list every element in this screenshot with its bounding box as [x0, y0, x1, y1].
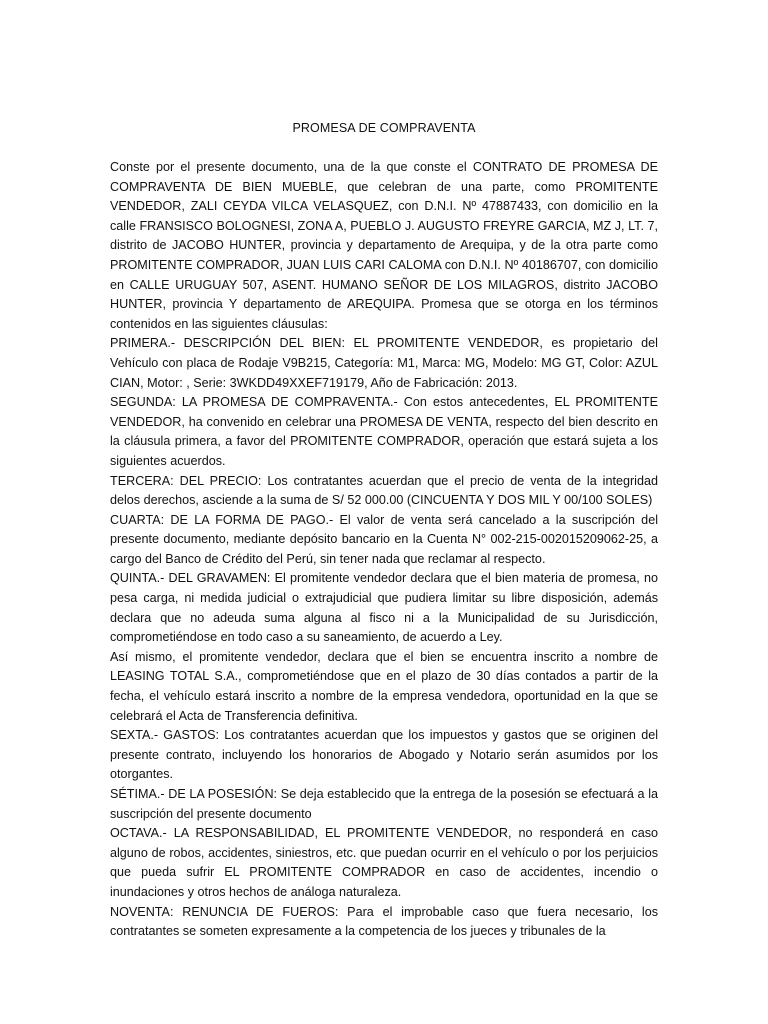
clause-quinta: QUINTA.- DEL GRAVAMEN: El promitente vendedor declara que el bien materia de promesa, no pesa carga, ni medida judicial o extrajudicial que pudiera limitar su libre disposición, además declara que no adeuda suma alguna al fisco ni a la Municipalidad de su Jurisdicción, comprometiéndose en todo caso a su saneamiento, de acuerdo a Ley. [110, 571, 658, 645]
clause-primera: PRIMERA.- DESCRIPCIÓN DEL BIEN: EL PROMITENTE VENDEDOR, es propietario del Vehículo con placa de Rodaje V9B215, Categoría: M1, Marca: MG, Modelo: MG GT, Color: AZUL CIAN, Motor: , Serie: 3WKDD49XXEF719179, Año de Fabricación: 2013. [110, 336, 658, 390]
clause-sexta: SEXTA.- GASTOS: Los contratantes acuerdan que los impuestos y gastos que se originen del presente contrato, incluyendo los honorarios de Abogado y Notario serán asumidos por los otorgantes. [110, 728, 658, 782]
document-title: PROMESA DE COMPRAVENTA [292, 121, 476, 135]
clause-setima: SÉTIMA.- DE LA POSESIÓN: Se deja establecido que la entrega de la posesión se efectuará a la suscripción del presente documento [110, 787, 658, 821]
clause-quinta-continued: Así mismo, el promitente vendedor, declara que el bien se encuentra inscrito a nombre de LEASING TOTAL S.A., comprometiéndose que en el plazo de 30 días contados a partir de la fecha, el vehículo estará inscrito a nombre de la empresa vendedora, oportunidad en la que se celebrará el Acta de Transferencia definitiva. [110, 649, 658, 723]
clause-noventa: NOVENTA: RENUNCIA DE FUEROS: Para el improbable caso que fuera necesario, los contratantes se someten expresamente a la competencia de los jueces y tribunales de la [110, 904, 658, 939]
document-body [110, 158, 658, 942]
clause-tercera: TERCERA: DEL PRECIO: Los contratantes acuerdan que el precio de venta de la integridad delos derechos, asciende a la suma de S/ 52 000.00 (CINCUENTA Y DOS MIL Y 00/100 SOLES) [110, 473, 658, 508]
intro-paragraph: Conste por el presente documento, una de la que conste el CONTRATO DE PROMESA DE COMPRAVENTA DE BIEN MUEBLE, que celebran de una parte, como PROMITENTE VENDEDOR, ZALI CEYDA VILCA VELASQUEZ, con D.N.I. Nº 47887433, con domicilio en la calle FRANSISCO BOLOGNESI, ZONA A, PUEBLO J. AUGUSTO FREYRE GARCIA, MZ J, LT. 7, distrito de JACOBO HUNTER, provincia y departamento de Arequipa, y de la otra parte como PROMITENTE COMPRADOR, JUAN LUIS CARI CALOMA con D.N.I. Nº 40186707, con domicilio en CALLE URUGUAY 507, ASENT. HUMANO SEÑOR DE LOS MILAGROS, distrito JACOBO HUNTER, provincia Y departamento de AREQUIPA. Promesa que se otorga en los términos contenidos en las siguientes cláusulas: [110, 160, 658, 331]
clause-cuarta: CUARTA: DE LA FORMA DE PAGO.- El valor de venta será cancelado a la suscripción del presente documento, mediante depósito bancario en la Cuenta N° 002-215-002015209062-25, a cargo del Banco de Crédito del Perú, sin tener nada que reclamar al respecto. [110, 512, 658, 566]
clause-segunda: SEGUNDA: LA PROMESA DE COMPRAVENTA.- Con estos antecedentes, EL PROMITENTE VENDEDOR, ha convenido en celebrar una PROMESA DE VENTA, respecto del bien descrito en la cláusula primera, a favor del PROMITENTE COMPRADOR, operación que estará sujeta a los siguientes acuerdos. [110, 395, 658, 468]
clause-octava: OCTAVA.- LA RESPONSABILIDAD, EL PROMITENTE VENDEDOR, no responderá en caso alguno de robos, accidentes, siniestros, etc. que puedan ocurrir en el vehículo o por los perjuicios que pueda sufrir EL PROMITENTE COMPRADOR en caso de accidentes, incendio o inundaciones y otros hechos de análoga naturaleza. [110, 826, 658, 899]
